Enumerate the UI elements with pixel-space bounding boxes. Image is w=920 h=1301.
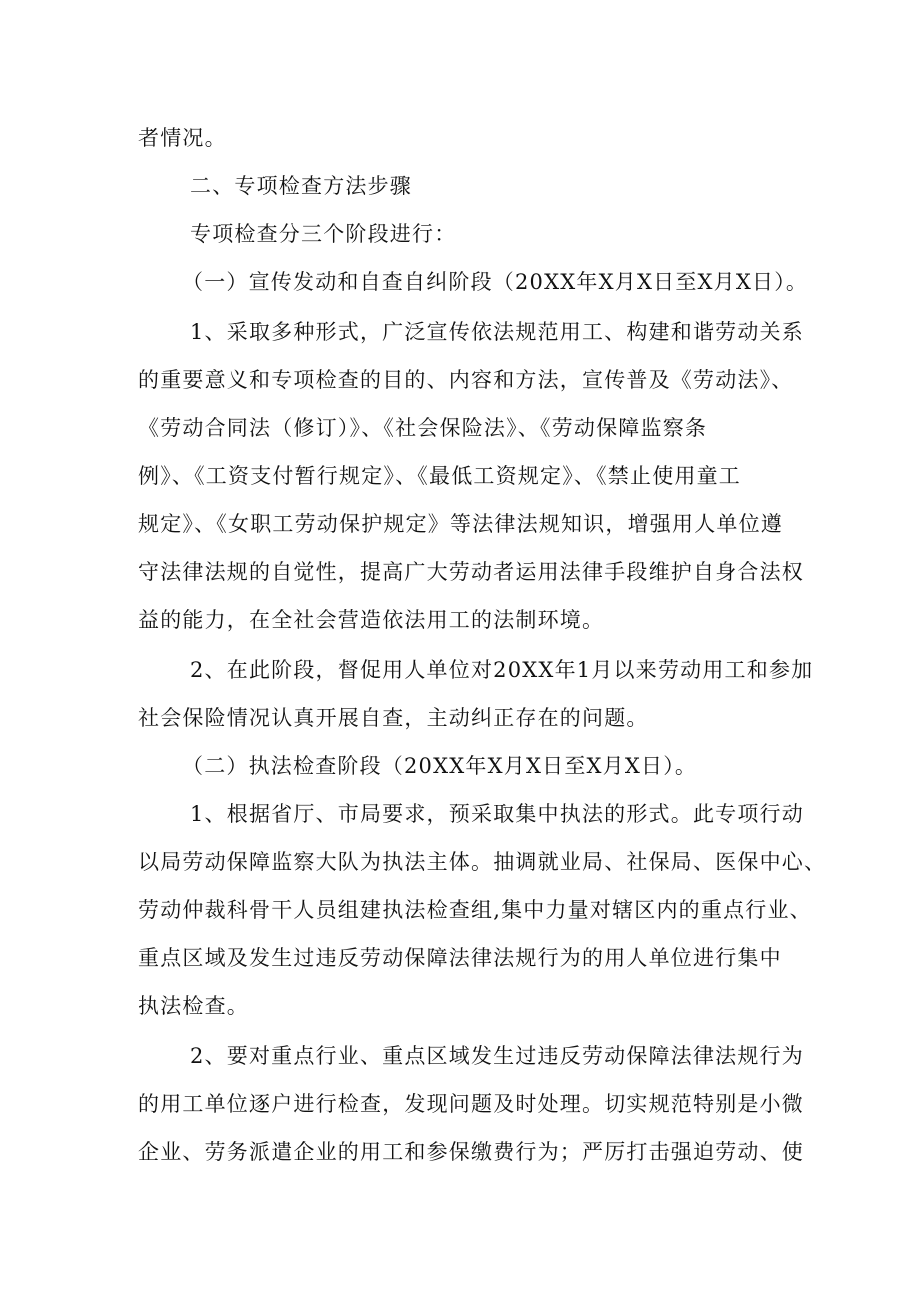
text-line: 守法律法规的自觉性，提高广大劳动者运用法律手段维护自身合法权 xyxy=(138,560,804,584)
text-line: 的用工单位逐户进行检查，发现问题及时处理。切实规范特别是小微 xyxy=(138,1092,804,1116)
text-line: 1、根据省厅、市局要求，预采取集中执法的形式。此专项行动 xyxy=(190,802,804,826)
text-line: 者情况。 xyxy=(138,126,227,150)
text-line: 企业、劳务派遣企业的用工和参保缴费行为；严厉打击强迫劳动、使 xyxy=(138,1140,804,1164)
subsection-heading: （二）执法检查阶段（20XX年X月X日至X月X日）。 xyxy=(182,754,698,778)
section-heading: 二、专项检查方法步骤 xyxy=(190,174,412,198)
text-line: 重点区域及发生过违反劳动保障法律法规行为的用人单位进行集中 xyxy=(138,946,782,970)
subsection-heading: （一）宣传发动和自查自纠阶段（20XX年X月X日至X月X日）。 xyxy=(182,270,809,294)
text-line: 以局劳动保障监察大队为执法主体。抽调就业局、社保局、医保中心、 xyxy=(138,850,827,874)
text-line: 2、要对重点行业、重点区域发生过违反劳动保障法律法规行为 xyxy=(190,1044,804,1068)
text-line: 专项检查分三个阶段进行： xyxy=(190,222,457,246)
text-line: 规定》、《女职工劳动保护规定》等法律法规知识，增强用人单位遵 xyxy=(138,512,783,536)
text-line: 2、在此阶段，督促用人单位对20XX年1月以来劳动用工和参加 xyxy=(190,658,814,682)
text-line: 的重要意义和专项检查的目的、内容和方法，宣传普及《劳动法》、 xyxy=(138,368,794,392)
text-line: 执法检查。 xyxy=(138,994,249,1018)
text-line: 劳动仲裁科骨干人员组建执法检查组,集中力量对辖区内的重点行业、 xyxy=(138,898,812,922)
text-line: 例》、《工资支付暂行规定》、《最低工资规定》、《禁止使用童工 xyxy=(138,464,741,488)
text-line: 益的能力，在全社会营造依法用工的法制环境。 xyxy=(138,608,605,632)
text-line: 1、采取多种形式，广泛宣传依法规范用工、构建和谐劳动关系 xyxy=(190,320,804,344)
text-line: 《劳动合同法（修订）》、《社会保险法》、《劳动保障监察条 xyxy=(138,416,708,440)
text-line: 社会保险情况认真开展自查，主动纠正存在的问题。 xyxy=(138,706,649,730)
